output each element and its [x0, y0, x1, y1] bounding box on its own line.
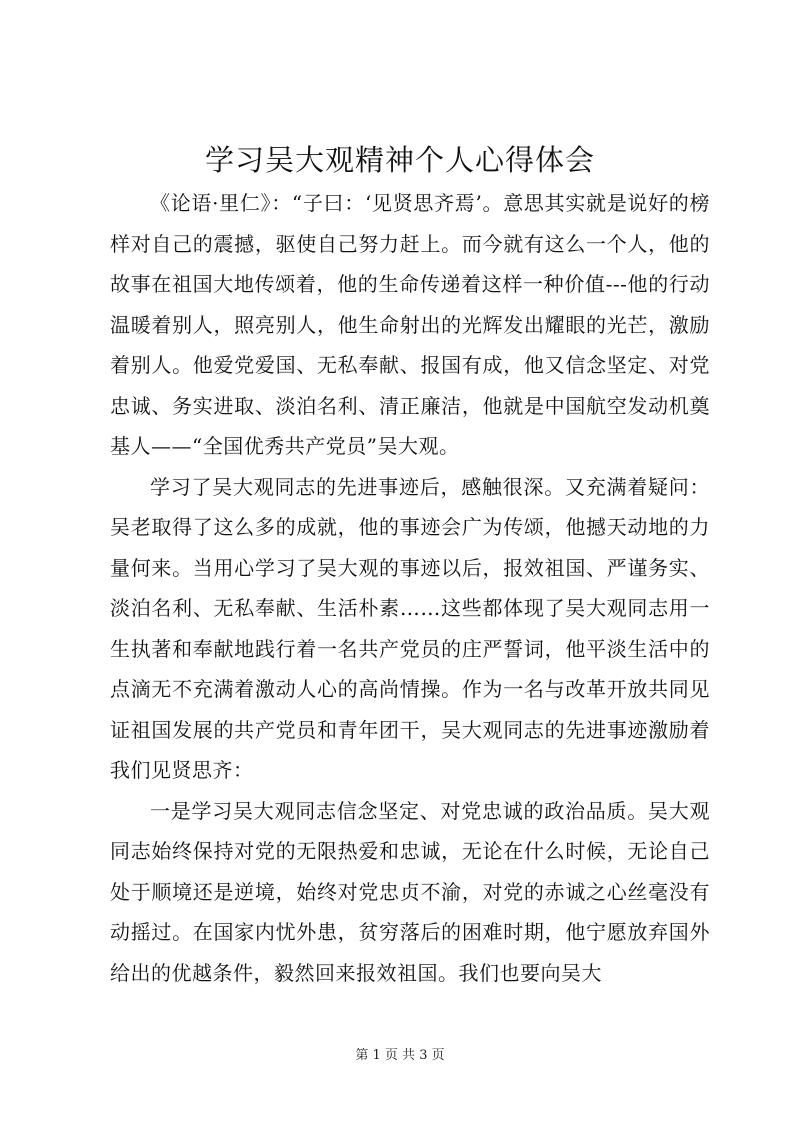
- document-body: [110, 183, 710, 993]
- paragraph-point-one: 一是学习吴大观同志信念坚定、对党忠诚的政治品质。吴大观同志始终保持对党的无限热爱和忠诚，无论在什么时候，无论自己处于顺境还是逆境，始终对党忠贞不渝，对党的赤诚之心丝毫没有动摇过。在国家内忧外患，贫穷落后的困难时期，他宁愿放弃国外给出的优越条件，毅然回来报效祖国。我们也要向吴大: [110, 798, 710, 985]
- document-title: 学习吴大观精神个人心得体会: [204, 143, 595, 177]
- page-number-footer: 第 1 页 共 3 页: [355, 1048, 445, 1063]
- paragraph-reflection: 学习了吴大观同志的先进事迹后，感触很深。又充满着疑问：吴老取得了这么多的成就，他的事迹会广为传颂，他撼天动地的力量何来。当用心学习了吴大观的事迹以后，报效祖国、严谨务实、淡泊名利、无私奉献、生活朴素……这些都体现了吴大观同志用一生执著和奉献地践行着一名共产党员的庄严誓词，他平淡生活中的点滴无不充满着激动人心的高尚情操。作为一名与改革开放共同见证祖国发展的共产党员和青年团干，吴大观同志的先进事迹激励着我们见贤思齐：: [110, 474, 710, 782]
- paragraph-intro: 《论语·里仁》：“子曰：‘见贤思齐焉’。意思其实就是说好的榜样对自己的震撼，驱使自己努力赶上。而今就有这么一个人，他的故事在祖国大地传颂着，他的生命传递着这样一种价值---他的行动温暖着别人，照亮别人，他生命射出的光辉发出耀眼的光芒，激励着别人。他爱党爱国、无私奉献、报国有成，他又信念坚定、对党忠诚、务实进取、淡泊名利、清正廉洁，他就是中国航空发动机奠基人——“全国优秀共产党员”吴大观。: [110, 191, 710, 458]
